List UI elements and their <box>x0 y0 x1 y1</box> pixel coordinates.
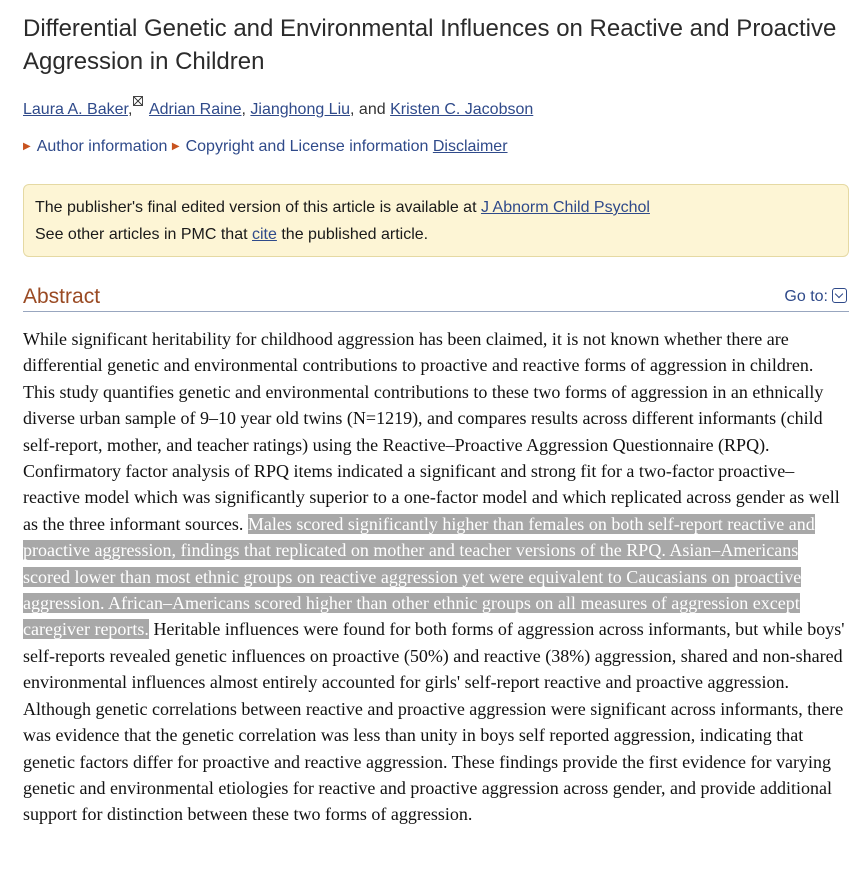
author-link-jacobson[interactable]: Kristen C. Jacobson <box>390 101 534 118</box>
notice-line-1 <box>35 194 837 221</box>
author-link-baker[interactable]: Laura A. Baker <box>23 101 128 118</box>
abstract-heading: Abstract <box>23 285 101 308</box>
article-container <box>23 0 849 828</box>
goto-label: Go to: <box>784 288 828 305</box>
goto-menu[interactable] <box>784 288 847 306</box>
notice-line-2 <box>35 221 837 248</box>
notice-text: The publisher's final edited version of this article is available at <box>35 199 477 216</box>
abstract-text: While significant heritability for childhood aggression has been claimed, it is not known whether there are differential genetic and environmental contributions to proactive and reactive forms of aggression in children. This study quantifies genetic and environmental contributions to these two forms of aggression in an ethnically diverse urban sample of 9–10 year old twins (N=1219), and compares results across different informants (child self-report, mother, and teacher ratings) using the Reactive–Proactive Aggression Questionnaire (RPQ). Confirmatory factor analysis of RPQ items indicated a significant and strong fit for a two-factor proactive–reactive model which was significantly superior to a one-factor model and which replicated across gender as well as the three informant sources. <box>23 329 840 534</box>
abstract-header <box>23 284 849 312</box>
disclaimer-link[interactable]: Disclaimer <box>432 138 508 155</box>
author-separator-and: , and <box>350 101 386 118</box>
author-link-liu[interactable]: Jianghong Liu <box>250 101 351 118</box>
notice-text: the published article. <box>281 226 429 243</box>
notice-text: See other articles in PMC that <box>35 226 248 243</box>
publisher-notice <box>23 184 849 257</box>
copyright-license-toggle[interactable]: Copyright and License information <box>185 138 429 155</box>
author-information-toggle[interactable]: Author information <box>36 138 168 155</box>
author-link-raine[interactable]: Adrian Raine <box>148 101 242 118</box>
abstract-body <box>23 326 849 828</box>
article-info-links <box>23 137 849 157</box>
abstract-text: Heritable influences were found for both forms of aggression across informants, but while boys' self-reports revealed genetic influences on proactive (50%) and reactive (38%) aggression, shared and non-shared environmental influences almost entirely accounted for girls' self-report reactive and proactive aggression. Although genetic correlations between reactive and proactive aggression were significant across informants, there was evidence that the genetic correlation was less than unity in boys self reported aggression, indicating that genetic factors differ for proactive and reactive aggression. These findings provide the first evidence for varying genetic and environmental etiologies for reactive and proactive aggression across gender, and provide additional support for distinction between these two forms of aggression. <box>23 619 845 825</box>
journal-link[interactable]: J Abnorm Child Psychol <box>480 199 650 216</box>
author-separator: , <box>127 101 133 118</box>
article-title: Differential Genetic and Environmental Influences on Reactive and Proactive Aggression in Children <box>23 15 837 75</box>
expand-arrow-icon: ▶ <box>23 141 31 152</box>
expand-arrow-icon: ▶ <box>171 141 180 152</box>
cite-link[interactable]: cite <box>252 226 277 243</box>
author-separator: , <box>241 101 246 118</box>
chevron-down-icon[interactable] <box>832 288 847 303</box>
author-list <box>23 96 849 120</box>
envelope-icon[interactable] <box>133 96 143 106</box>
abstract-text-selected[interactable]: Males scored significantly higher than females on both self-report reactive and proactive aggression, findings that replicated on mother and teacher versions of the RPQ. Asian–Americans scored lower than most ethnic groups on reactive aggression yet were equivalent to Caucasians on proactive aggression. African–Americans scored higher than other ethnic groups on all measures of aggression except caregiver reports. <box>23 513 815 640</box>
